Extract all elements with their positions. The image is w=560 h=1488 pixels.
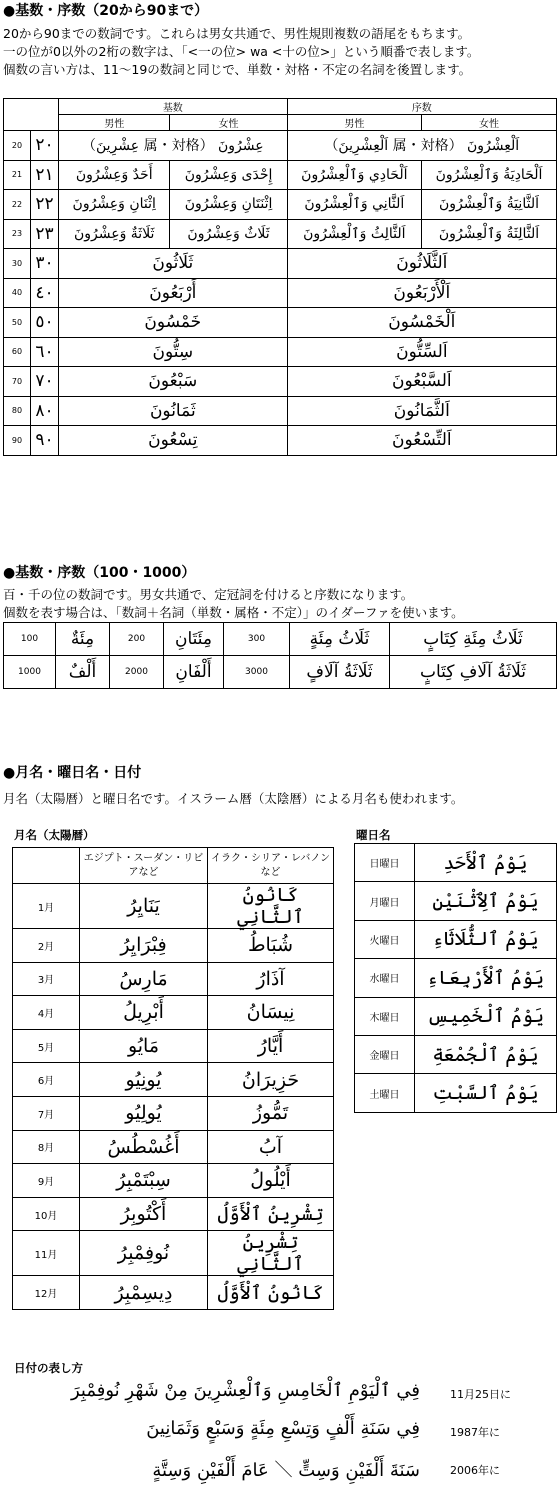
number-arabic: ٢١ <box>31 160 59 190</box>
month-label: 8月 <box>13 1130 80 1164</box>
number-arabic: ٢٠ <box>31 131 59 161</box>
header-ordinal-male: 男性 <box>287 115 421 131</box>
ordinal-cell: اَلثَّلَاثُونَ <box>287 249 556 279</box>
table-row <box>355 844 557 882</box>
month-label: 10月 <box>13 1197 80 1231</box>
example-phrase: ثَلَاثَةُ آلَافِ كِتَابٍ <box>390 656 557 689</box>
cardinal-cell: خَمْسُونَ <box>59 308 288 338</box>
table-row <box>4 249 557 279</box>
ordinal-cell: اَلسِّتُّونَ <box>287 337 556 367</box>
number-latin: 200 <box>110 623 164 656</box>
month-label: 2月 <box>13 929 80 963</box>
header-ordinal: 序数 <box>287 99 556 115</box>
number-latin: 90 <box>4 426 31 456</box>
header-blank <box>4 99 59 131</box>
header-ordinal-female: 女性 <box>422 115 557 131</box>
date-example-arabic: سَنَةَ أَلْفَيْنِ وَسِتٍّ ＼ عَامَ أَلْفَيْنِ وَسِتَّةٍ <box>152 1460 420 1481</box>
month-name-egypt: أَبْرِيلُ <box>80 996 208 1030</box>
table-row <box>4 160 557 190</box>
weekday-label: 土曜日 <box>355 1074 415 1112</box>
example-phrase: ثَلَاثُ مِئَةِ كِتَابٍ <box>390 623 557 656</box>
cardinal-female-cell: اِثْنَتَانِ وَعِشْرُونَ <box>170 190 287 220</box>
weekday-name: يَوْمُ ٱلسَّبْتِ <box>415 1074 557 1112</box>
month-name-egypt: سِبْتَمْبِرُ <box>80 1164 208 1198</box>
month-label: 4月 <box>13 996 80 1030</box>
cardinal-female-cell: إِحْدَى وَعِشْرُونَ <box>170 160 287 190</box>
table-subheader-row <box>4 115 557 131</box>
table-row <box>13 929 334 963</box>
header-cardinal-male: 男性 <box>59 115 170 131</box>
month-label: 6月 <box>13 1063 80 1097</box>
ordinal-female-cell: اَلثَّالِثَةُ وَٱلْعِشْرُونَ <box>422 219 557 249</box>
header-cardinal: 基数 <box>59 99 288 115</box>
number-latin: 80 <box>4 396 31 426</box>
month-name-egypt: يُولِيُو <box>80 1096 208 1130</box>
month-name-egypt: أَغُسْطُسُ <box>80 1130 208 1164</box>
number-latin: 30 <box>4 249 31 279</box>
ordinal-male-cell: اَلثَّانِي وَٱلْعِشْرُونَ <box>287 190 421 220</box>
weekday-name: يَوْمُ ٱلِٱثْنَيْنِ <box>415 882 557 920</box>
table-row <box>4 623 557 656</box>
section1-line-2: 一の位が0以外の2桁の数字は、「<一の位> wa <十の位>」という順番で表します。 <box>3 44 480 59</box>
table-row <box>355 997 557 1035</box>
months-header-blank <box>13 848 80 884</box>
ordinal-cell: اَلْأَرْبَعُونَ <box>287 278 556 308</box>
month-label: 12月 <box>13 1276 80 1310</box>
section2-line-2: 個数を表す場合は、「数詞＋名詞（単数・属格・不定）」のイダーファを使います。 <box>3 605 464 620</box>
month-name-iraq: نِيسَانُ <box>208 996 334 1030</box>
month-label: 3月 <box>13 962 80 996</box>
months-title: 月名（太陽暦） <box>14 828 95 842</box>
table-row <box>13 1063 334 1097</box>
ordinal-cell: اَلْعِشْرُونَ （属・対格 اَلْعِشْرِينَ） <box>287 131 556 161</box>
number-arabic-word: أَلْفٌ <box>56 656 110 689</box>
section2-line-1: 百・千の位の数詞です。男女共通で、定冠詞を付けると序数になります。 <box>3 587 414 602</box>
month-name-egypt: يَنَايِرُ <box>80 884 208 929</box>
weekday-label: 月曜日 <box>355 882 415 920</box>
cardinal-cell: تِسْعُونَ <box>59 426 288 456</box>
months-header-iraq: イラク・シリア・レバノンなど <box>208 848 334 884</box>
month-name-iraq: حَزِيرَانُ <box>208 1063 334 1097</box>
table-row <box>13 1197 334 1231</box>
table-row <box>13 1276 334 1310</box>
month-name-iraq: تِشْرِينُ ٱلْأَوَّلُ <box>208 1197 334 1231</box>
month-label: 9月 <box>13 1164 80 1198</box>
weekday-label: 火曜日 <box>355 920 415 958</box>
table-row <box>13 1029 334 1063</box>
ordinal-cell: اَلسَّبْعُونَ <box>287 367 556 397</box>
months-table <box>12 847 334 1310</box>
date-example-japanese: 2006年に <box>450 1464 500 1477</box>
number-latin: 2000 <box>110 656 164 689</box>
month-name-egypt: دِيسِمْبِرُ <box>80 1276 208 1310</box>
cardinal-male-cell: اِثْنَانِ وَعِشْرُونَ <box>59 190 170 220</box>
number-arabic: ٥٠ <box>31 308 59 338</box>
date-example-japanese: 1987年に <box>450 1426 500 1439</box>
number-latin: 1000 <box>4 656 56 689</box>
days-title: 曜日名 <box>356 828 391 842</box>
table-row <box>355 959 557 997</box>
weekday-name: يَوْمُ ٱلْأَحَدِ <box>415 844 557 882</box>
table-row <box>355 1074 557 1112</box>
month-name-iraq: كَانُونُ ٱلثَّانِي <box>208 884 334 929</box>
table-row <box>4 219 557 249</box>
table-row <box>13 1164 334 1198</box>
month-name-egypt: أَكْتُوبِرُ <box>80 1197 208 1231</box>
table-row <box>4 367 557 397</box>
number-arabic: ٢٢ <box>31 190 59 220</box>
table-row <box>13 996 334 1030</box>
table-row <box>355 882 557 920</box>
month-name-iraq: تَمُّوزُ <box>208 1096 334 1130</box>
cardinal-female-cell: ثَلَاثٌ وَعِشْرُونَ <box>170 219 287 249</box>
month-name-egypt: يُونِيُو <box>80 1063 208 1097</box>
number-arabic: ٣٠ <box>31 249 59 279</box>
month-label: 1月 <box>13 884 80 929</box>
weekdays-table <box>354 843 557 1113</box>
weekday-label: 金曜日 <box>355 1035 415 1073</box>
table-row <box>4 131 557 161</box>
number-arabic: ٧٠ <box>31 367 59 397</box>
table-row <box>4 278 557 308</box>
numbers-20-90-table <box>3 98 557 456</box>
number-latin: 300 <box>224 623 290 656</box>
number-arabic: ٤٠ <box>31 278 59 308</box>
number-arabic-word: أَلْفَانِ <box>164 656 224 689</box>
number-arabic-word: ثَلَاثَةُ آلَافٍ <box>290 656 390 689</box>
month-label: 5月 <box>13 1029 80 1063</box>
months-header-egypt: エジプト・スーダン・リビアなど <box>80 848 208 884</box>
ordinal-female-cell: اَلْحَادِيَةُ وَٱلْعِشْرُونَ <box>422 160 557 190</box>
ordinal-cell: اَلتِّسْعُونَ <box>287 426 556 456</box>
number-latin: 60 <box>4 337 31 367</box>
section3-title: ●月名・曜日名・日付 <box>3 765 142 781</box>
month-name-iraq: كَانُونُ ٱلْأَوَّلُ <box>208 1276 334 1310</box>
table-row <box>13 1130 334 1164</box>
ordinal-male-cell: اَلْحَادِي وَٱلْعِشْرُونَ <box>287 160 421 190</box>
number-arabic: ٢٣ <box>31 219 59 249</box>
table-row <box>4 337 557 367</box>
cardinal-cell: عِشْرُونَ （属・対格 عِشْرِينَ） <box>59 131 288 161</box>
ordinal-cell: اَلثَّمَانُونَ <box>287 396 556 426</box>
table-row <box>4 396 557 426</box>
number-arabic: ٨٠ <box>31 396 59 426</box>
month-name-iraq: آبُ <box>208 1130 334 1164</box>
numbers-100-1000-table <box>3 622 557 689</box>
cardinal-cell: أَرْبَعُونَ <box>59 278 288 308</box>
weekday-name: يَوْمُ ٱلْأَرْبِعَاءِ <box>415 959 557 997</box>
month-name-iraq: أَيَّارُ <box>208 1029 334 1063</box>
table-row <box>4 656 557 689</box>
date-example-arabic: فِي سَنَةِ أَلْفٍ وَتِسْعِ مِئَةٍ وَسَبْعٍ وَثَمَانِينَ <box>146 1418 420 1439</box>
month-name-egypt: فِبْرَايِرُ <box>80 929 208 963</box>
table-row <box>13 962 334 996</box>
ordinal-cell: اَلْخَمْسُونَ <box>287 308 556 338</box>
number-latin: 3000 <box>224 656 290 689</box>
number-arabic: ٦٠ <box>31 337 59 367</box>
number-arabic-word: ثَلَاثُ مِئَةٍ <box>290 623 390 656</box>
number-latin: 21 <box>4 160 31 190</box>
month-name-iraq: شُبَاطُ <box>208 929 334 963</box>
number-latin: 100 <box>4 623 56 656</box>
weekday-label: 水曜日 <box>355 959 415 997</box>
table-row <box>13 884 334 929</box>
section1-line-1: 20から90までの数詞です。これらは男女共通で、男性規則複数の語尾をもちます。 <box>3 26 471 41</box>
cardinal-cell: سَبْعُونَ <box>59 367 288 397</box>
weekday-name: يَوْمُ ٱلْخَمِيسِ <box>415 997 557 1035</box>
cardinal-cell: ثَلَاثُونَ <box>59 249 288 279</box>
table-row <box>13 1096 334 1130</box>
number-latin: 70 <box>4 367 31 397</box>
cardinal-male-cell: ثَلَاثَةٌ وَعِشْرُونَ <box>59 219 170 249</box>
number-arabic-word: مِئَةٌ <box>56 623 110 656</box>
weekday-label: 日曜日 <box>355 844 415 882</box>
month-name-iraq: تِشْرِينُ ٱلثَّانِي <box>208 1231 334 1276</box>
date-example-arabic: فِي ٱلْيَوْمِ ٱلْخَامِسِ وَٱلْعِشْرِينَ مِنْ شَهْرِ نُوفِمْبِرَ <box>70 1380 420 1401</box>
weekday-name: يَوْمُ ٱلْجُمْعَةِ <box>415 1035 557 1073</box>
number-latin: 40 <box>4 278 31 308</box>
table-row <box>355 920 557 958</box>
date-example-japanese: 11月25日に <box>450 1388 511 1401</box>
month-name-egypt: مَايُو <box>80 1029 208 1063</box>
table-header-row <box>4 99 557 115</box>
header-cardinal-female: 女性 <box>170 115 287 131</box>
month-name-egypt: مَارِسُ <box>80 962 208 996</box>
months-header-row <box>13 848 334 884</box>
weekday-name: يَوْمُ ٱلثُّلَاثَاءِ <box>415 920 557 958</box>
ordinal-female-cell: اَلثَّانِيَةُ وَٱلْعِشْرُونَ <box>422 190 557 220</box>
table-row <box>355 1035 557 1073</box>
month-name-iraq: أَيْلُولُ <box>208 1164 334 1198</box>
section1-line-3: 個数の言い方は、11～19の数詞と同じで、単数・対格・不定の名詞を後置します。 <box>3 62 472 77</box>
number-latin: 23 <box>4 219 31 249</box>
cardinal-male-cell: أَحَدٌ وَعِشْرُونَ <box>59 160 170 190</box>
month-name-iraq: آذَارُ <box>208 962 334 996</box>
dates-title: 日付の表し方 <box>14 1361 83 1375</box>
number-arabic: ٩٠ <box>31 426 59 456</box>
cardinal-cell: ثَمَانُونَ <box>59 396 288 426</box>
table-row <box>4 426 557 456</box>
section2-title: ●基数・序数（100・1000） <box>3 565 196 581</box>
ordinal-male-cell: اَلثَّالِثُ وَٱلْعِشْرُونَ <box>287 219 421 249</box>
number-latin: 50 <box>4 308 31 338</box>
table-row <box>13 1231 334 1276</box>
table-row <box>4 190 557 220</box>
month-label: 7月 <box>13 1096 80 1130</box>
number-latin: 20 <box>4 131 31 161</box>
number-latin: 22 <box>4 190 31 220</box>
month-name-egypt: نُوفِمْبِرُ <box>80 1231 208 1276</box>
number-arabic-word: مِئَتَانِ <box>164 623 224 656</box>
table-row <box>4 308 557 338</box>
cardinal-cell: سِتُّونَ <box>59 337 288 367</box>
weekday-label: 木曜日 <box>355 997 415 1035</box>
section1-title: ●基数・序数（20から90まで） <box>3 3 209 19</box>
section3-line: 月名（太陽暦）と曜日名です。イスラーム暦（太陰暦）による月名も使われます。 <box>3 791 464 806</box>
month-label: 11月 <box>13 1231 80 1276</box>
